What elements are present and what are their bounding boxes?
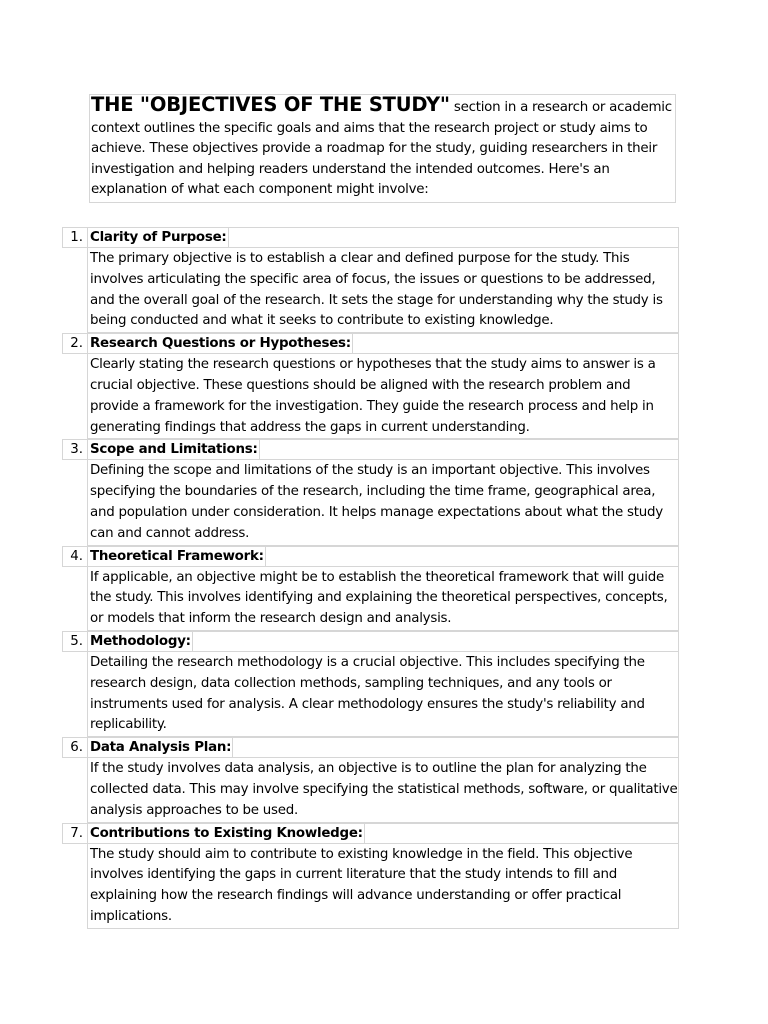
list-item-label: Theoretical Framework: — [90, 548, 264, 564]
list-item-body: If the study involves data analysis, an objective is to outline the plan for analyzing the collected data. This may involve specifying the statistical methods, software, or qualitative analysis approaches to be used. — [87, 758, 679, 822]
list-item-header — [62, 823, 679, 844]
list-item — [62, 737, 679, 822]
list-item — [62, 823, 679, 929]
list-item — [62, 333, 679, 439]
objectives-list — [62, 227, 679, 929]
list-item — [62, 439, 679, 545]
list-item-label: Research Questions or Hypotheses: — [90, 336, 351, 352]
list-item — [62, 546, 679, 631]
list-item — [62, 227, 679, 333]
list-item-body: Clearly stating the research questions or hypotheses that the study aims to answer is a crucial objective. These questions should be aligned with the research problem and provide a framework for the investigation. They guide the research process and help in generating findings that address the gaps in current understanding. — [87, 354, 679, 439]
list-item-body: Defining the scope and limitations of the study is an important objective. This involves specifying the boundaries of the research, including the time frame, geographical area, and population under consideration. It helps manage expectations about what the study can and cannot address. — [87, 460, 679, 545]
list-item-number: 4. — [62, 546, 87, 567]
list-item-header — [62, 631, 679, 652]
list-item-header — [62, 439, 679, 460]
list-item-number: 2. — [62, 333, 87, 354]
list-item-number: 3. — [62, 439, 87, 460]
list-item-label: Scope and Limitations: — [90, 442, 258, 458]
list-item-body: The primary objective is to establish a clear and defined purpose for the study. This involves articulating the specific area of focus, the issues or questions to be addressed, and the overall goal of the research. It sets the stage for understanding why the study is being conducted and what it seeks to contribute to existing knowledge. — [87, 248, 679, 333]
list-item-header — [62, 333, 679, 354]
list-item-header — [62, 737, 679, 758]
document-title: THE "OBJECTIVES OF THE STUDY" — [91, 93, 450, 116]
list-item-body: The study should aim to contribute to existing knowledge in the field. This objective involves identifying the gaps in current literature that the study intends to fill and explaining how the research findings will advance understanding or offer practical implications. — [87, 844, 679, 929]
list-item-body: Detailing the research methodology is a crucial objective. This includes specifying the research design, data collection methods, sampling techniques, and any tools or instruments used for analysis. A clear methodology ensures the study's reliability and replicability. — [87, 652, 679, 737]
intro-paragraph — [89, 94, 676, 203]
list-item-number: 6. — [62, 737, 87, 758]
list-item-header — [62, 227, 679, 248]
list-item-number: 5. — [62, 631, 87, 652]
list-item-number: 7. — [62, 823, 87, 844]
list-item-label: Clarity of Purpose: — [90, 230, 227, 245]
list-item-label: Contributions to Existing Knowledge: — [90, 825, 363, 841]
list-item — [62, 631, 679, 737]
list-item-number: 1. — [62, 227, 87, 248]
intro-text: section in a research or academic context outlines the specific goals and aims that the research project or study aims to achieve. These objectives provide a roadmap for the study, guiding researchers in their investigation and helping readers understand the intended outcomes. Here's an explanation of what each component might involve: — [91, 100, 672, 197]
list-item-body: If applicable, an objective might be to establish the theoretical framework that will guide the study. This involves identifying and explaining the theoretical perspectives, concepts, or models that inform the research design and analysis. — [87, 567, 679, 631]
list-item-label: Methodology: — [90, 633, 191, 649]
list-item-label: Data Analysis Plan: — [90, 740, 232, 756]
list-item-header — [62, 546, 679, 567]
